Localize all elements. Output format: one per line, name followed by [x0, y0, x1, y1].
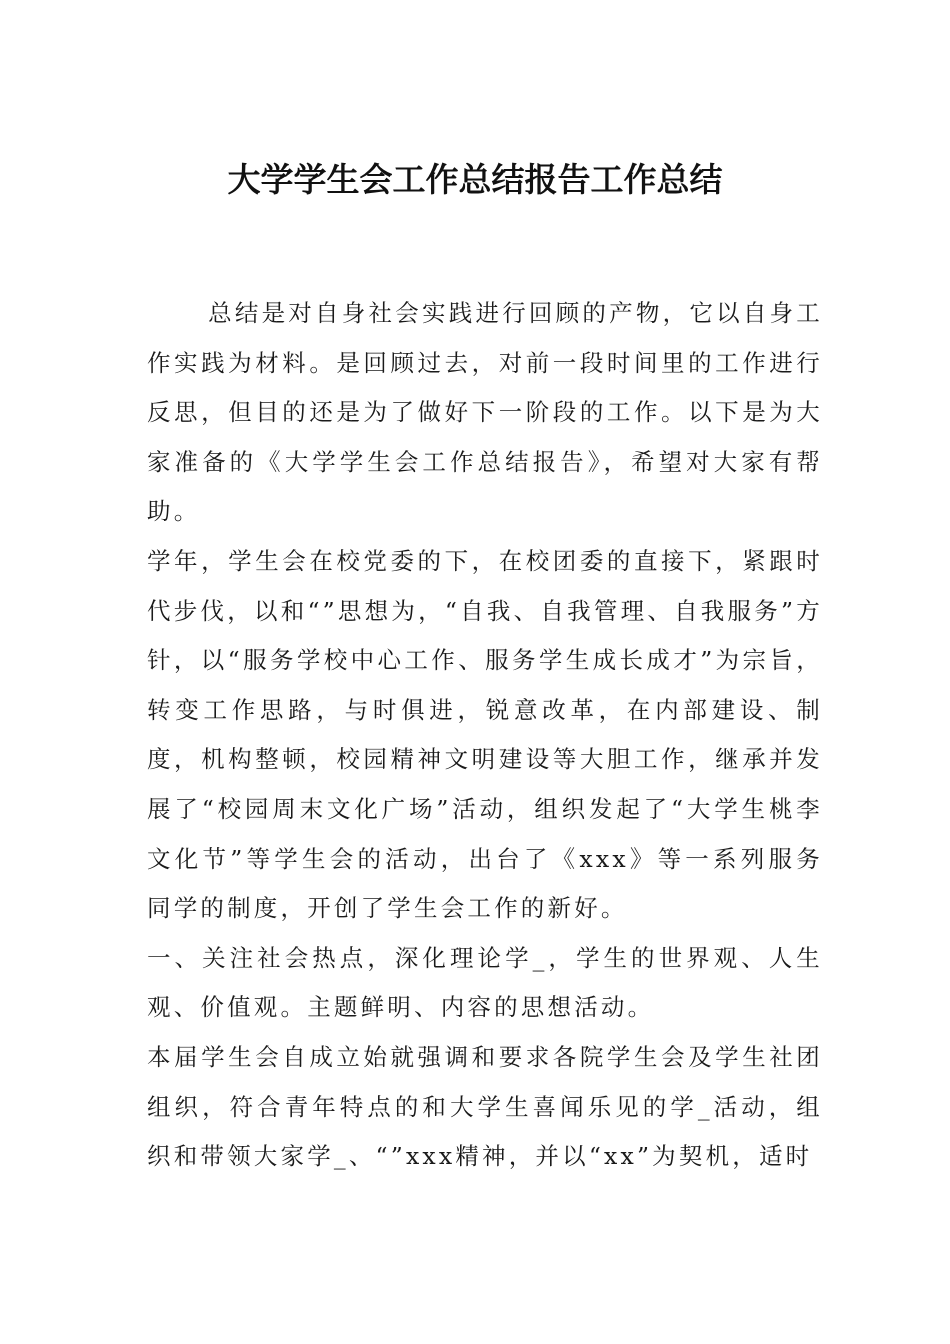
paragraph-intro: 总结是对自身社会实践进行回顾的产物，它以自身工作实践为材料。是回顾过去，对前一段时间里的工作进行反思，但目的还是为了做好下一阶段的工作。以下是为大家准备的《大学学生会工作总结报告》，希望对大家有帮助。 — [147, 299, 823, 526]
document-title: 大学学生会工作总结报告工作总结 — [227, 160, 723, 199]
paragraph-overview: 学年，学生会在校党委的下，在校团委的直接下，紧跟时代步伐，以和“”思想为，“自我、自我管理、自我服务”方针，以“服务学校中心工作、服务学生成长成才”为宗旨，转变工作思路，与时俱进，锐意改革，在内部建设、制度，机构整顿，校园精神文明建设等大胆工作，继承并发展了“校园周末文化广场”活动，组织发起了“大学生桃李文化节”等学生会的活动，出台了《xxx》等一系列服务同学的制度，开创了学生会工作的新好。 — [147, 546, 823, 923]
paragraph-section-one-body: 本届学生会自成立始就强调和要求各院学生会及学生社团组织，符合青年特点的和大学生喜闻乐见的学_活动，组织和带领大家学_、“”xxx精神，并以“xx”为契机，适时 — [147, 1042, 823, 1171]
paragraph-section-one-heading: 一、关注社会热点，深化理论学_，学生的世界观、人生观、价值观。主题鲜明、内容的思想活动。 — [147, 943, 823, 1022]
document-body — [147, 289, 823, 1182]
